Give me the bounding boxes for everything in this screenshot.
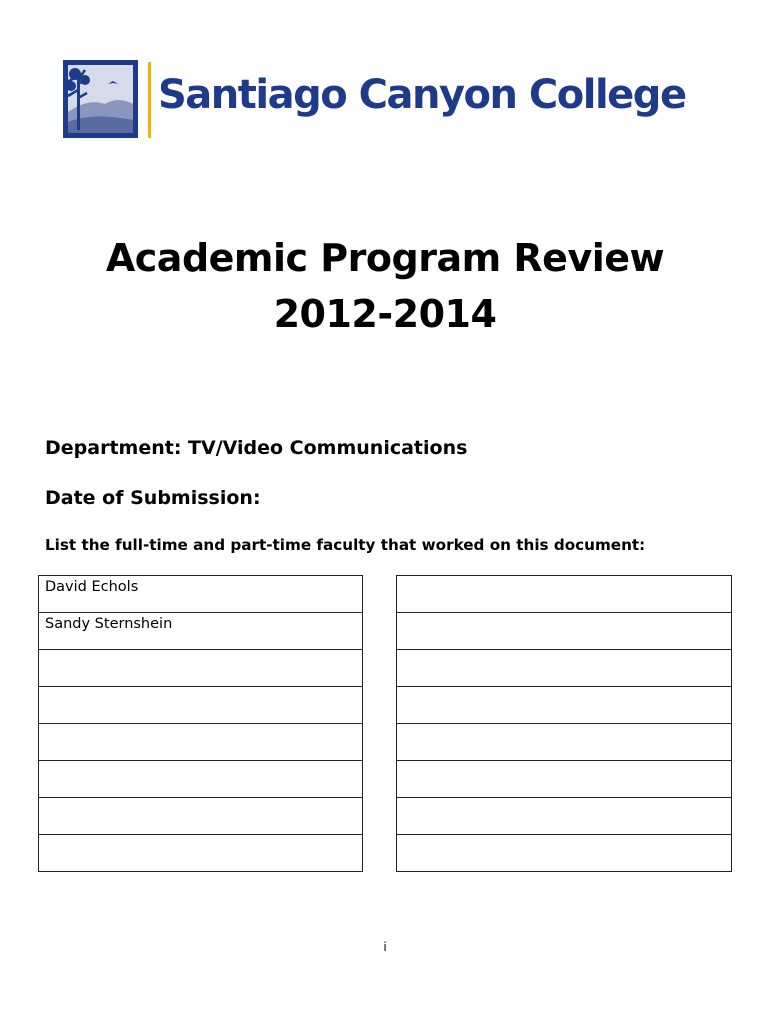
table-row	[39, 724, 363, 761]
table-row	[39, 576, 363, 613]
faculty-cell[interactable]	[397, 798, 732, 835]
logo-divider	[148, 62, 151, 138]
page-number: i	[383, 940, 387, 954]
table-row	[397, 724, 732, 761]
table-row	[397, 650, 732, 687]
faculty-table-left	[38, 575, 363, 872]
table-row	[39, 687, 363, 724]
table-row	[397, 798, 732, 835]
college-logo	[63, 60, 713, 138]
table-row	[39, 613, 363, 650]
document-title: Academic Program Review	[105, 236, 665, 280]
faculty-cell[interactable]	[397, 835, 732, 872]
table-row	[397, 576, 732, 613]
faculty-cell[interactable]	[39, 724, 363, 761]
document-years: 2012-2014	[273, 292, 497, 336]
faculty-cell[interactable]: David Echols	[39, 576, 363, 613]
table-row	[397, 761, 732, 798]
faculty-cell[interactable]	[397, 687, 732, 724]
faculty-table-right	[396, 575, 732, 872]
faculty-instruction: List the full-time and part-time faculty that worked on this document:	[45, 536, 646, 554]
faculty-cell[interactable]: Sandy Sternshein	[39, 613, 363, 650]
faculty-cell[interactable]	[397, 724, 732, 761]
faculty-cell[interactable]	[397, 613, 732, 650]
faculty-cell[interactable]	[397, 576, 732, 613]
table-row	[39, 835, 363, 872]
faculty-cell[interactable]	[39, 687, 363, 724]
table-row	[397, 613, 732, 650]
faculty-cell[interactable]	[397, 650, 732, 687]
faculty-cell[interactable]	[39, 761, 363, 798]
table-row	[397, 835, 732, 872]
table-row	[39, 761, 363, 798]
college-name: Santiago Canyon College	[158, 72, 686, 118]
faculty-cell[interactable]	[397, 761, 732, 798]
department-field: Department: TV/Video Communications	[45, 437, 468, 459]
table-row	[39, 650, 363, 687]
tree-mountain-bird-logo-icon	[63, 60, 138, 138]
faculty-cell[interactable]	[39, 650, 363, 687]
faculty-cell[interactable]	[39, 835, 363, 872]
faculty-cell[interactable]	[39, 798, 363, 835]
table-row	[39, 798, 363, 835]
table-row	[397, 687, 732, 724]
date-of-submission-field: Date of Submission:	[45, 487, 261, 509]
